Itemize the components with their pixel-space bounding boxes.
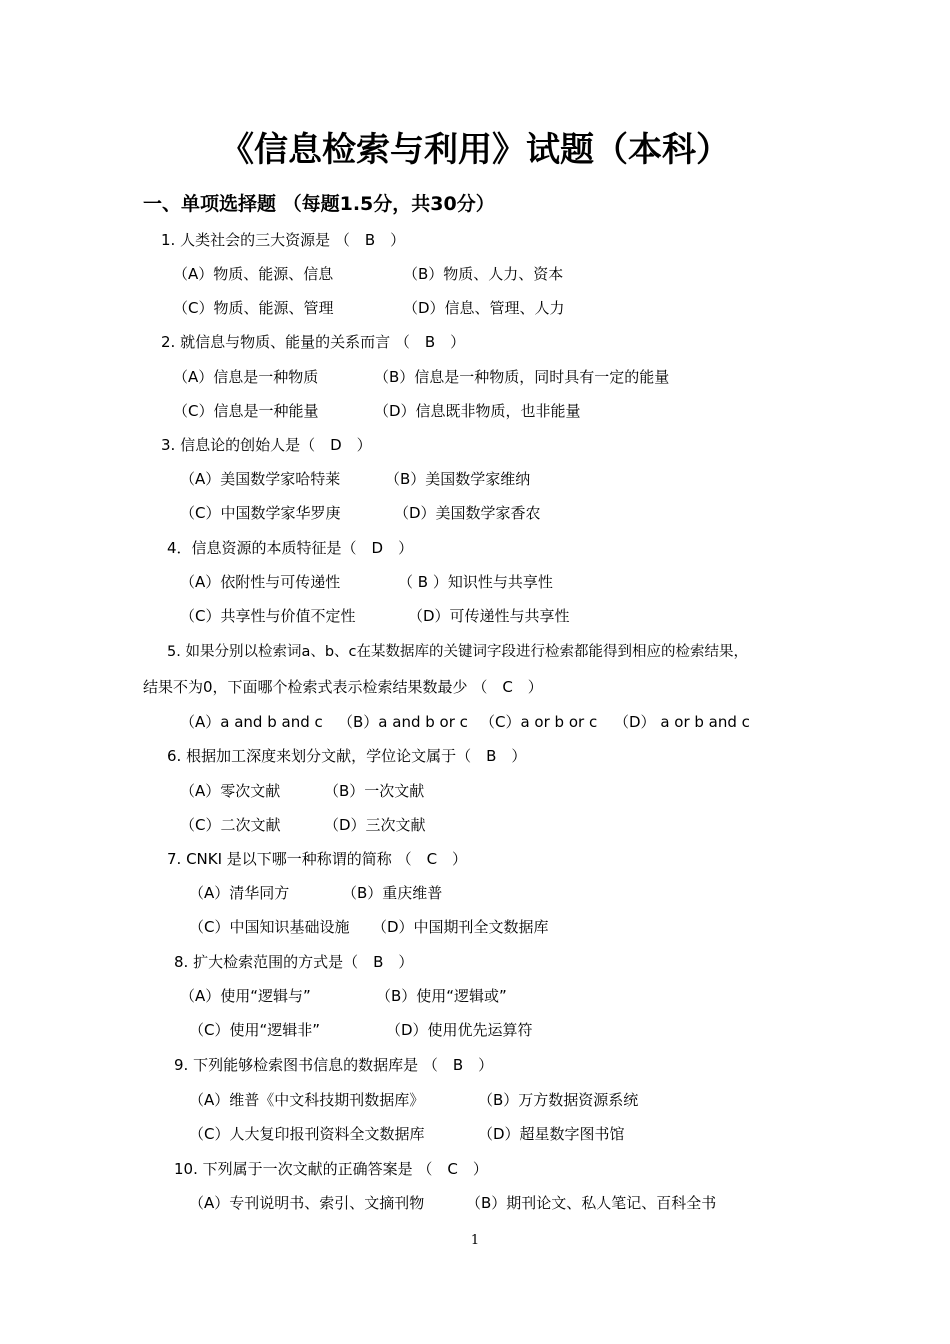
option-7a: （A）清华同方 (189, 884, 290, 902)
option-9b: （B）万方数据资源系统 (478, 1091, 639, 1109)
question-1: 1. 人类社会的三大资源是 （ B ） (161, 231, 406, 249)
option-1d: （D）信息、管理、人力 (403, 299, 565, 317)
option-6c: （C）二次文献 (180, 816, 281, 834)
option-6b: （B）一次文献 (324, 782, 425, 800)
question-3: 3. 信息论的创始人是（ D ） (161, 436, 372, 454)
question-6: 6. 根据加工深度来划分文献，学位论文属于（ B ） (167, 747, 527, 765)
question-2: 2. 就信息与物质、能量的关系而言 （ B ） (161, 333, 466, 351)
option-2c: （C）信息是一种能量 (173, 402, 319, 420)
option-3a: （A）美国数学家哈特莱 (180, 470, 341, 488)
option-4c: （C）共享性与价值不定性 (180, 607, 356, 625)
option-10a: （A）专刊说明书、索引、文摘刊物 (189, 1194, 425, 1212)
question-10: 10. 下列属于一次文献的正确答案是 （ C ） (174, 1160, 488, 1178)
option-6a: （A）零次文献 (180, 782, 281, 800)
question-5: 5. 如果分别以检索词a、b、c在某数据库的关键词字段进行检索都能得到相应的检索结果， (167, 644, 749, 660)
option-7b: （B）重庆维普 (342, 884, 443, 902)
question-4: 4．信息资源的本质特征是（ D ） (167, 539, 414, 557)
option-7d: （D）中国期刊全文数据库 (372, 918, 549, 936)
option-8d: （D）使用优先运算符 (386, 1021, 533, 1039)
option-5d: （D） a or b and c (614, 713, 750, 731)
option-1c: （C）物质、能源、管理 (173, 299, 334, 317)
option-5a: （A）a and b and c (180, 713, 323, 731)
option-8a: （A）使用“逻辑与” (180, 987, 311, 1005)
option-5b: （B）a and b or c (338, 713, 468, 731)
option-4a: （A）依附性与可传递性 (180, 573, 341, 591)
option-3d: （D）美国数学家香农 (394, 504, 541, 522)
option-9c: （C）人大复印报刊资料全文数据库 (189, 1125, 425, 1143)
option-7c: （C）中国知识基础设施 (189, 918, 350, 936)
question-5-continued: 结果不为0，下面哪个检索式表示检索结果数最少 （ C ） (143, 678, 543, 696)
section-heading: 一、单项选择题 （每题1.5分，共30分） (143, 193, 495, 215)
option-10b: （B）期刊论文、私人笔记、百科全书 (466, 1194, 717, 1212)
option-1b: （B）物质、人力、资本 (403, 265, 564, 283)
option-9d: （D）超星数字图书馆 (478, 1125, 625, 1143)
page-number: 1 (470, 1233, 480, 1248)
option-4b: （ B ）知识性与共享性 (398, 573, 553, 591)
option-8b: （B）使用“逻辑或” (376, 987, 507, 1005)
option-9a: （A）维普《中文科技期刊数据库》 (189, 1091, 425, 1109)
option-2d: （D）信息既非物质，也非能量 (374, 402, 581, 420)
question-7: 7. CNKI 是以下哪一种称谓的简称 （ C ） (167, 850, 468, 868)
option-3b: （B）美国数学家维纳 (385, 470, 531, 488)
question-9: 9. 下列能够检索图书信息的数据库是 （ B ） (174, 1056, 494, 1074)
option-2a: （A）信息是一种物质 (173, 368, 319, 386)
question-8: 8. 扩大检索范围的方式是（ B ） (174, 953, 414, 971)
option-6d: （D）三次文献 (324, 816, 426, 834)
option-5c: （C）a or b or c (480, 713, 598, 731)
option-8c: （C）使用“逻辑非” (189, 1021, 321, 1039)
option-1a: （A）物质、能源、信息 (173, 265, 334, 283)
option-2b: （B）信息是一种物质，同时具有一定的能量 (374, 368, 670, 386)
document-title: 《信息检索与利用》试题（本科） (220, 130, 730, 170)
option-3c: （C）中国数学家华罗庚 (180, 504, 341, 522)
option-4d: （D）可传递性与共享性 (408, 607, 570, 625)
